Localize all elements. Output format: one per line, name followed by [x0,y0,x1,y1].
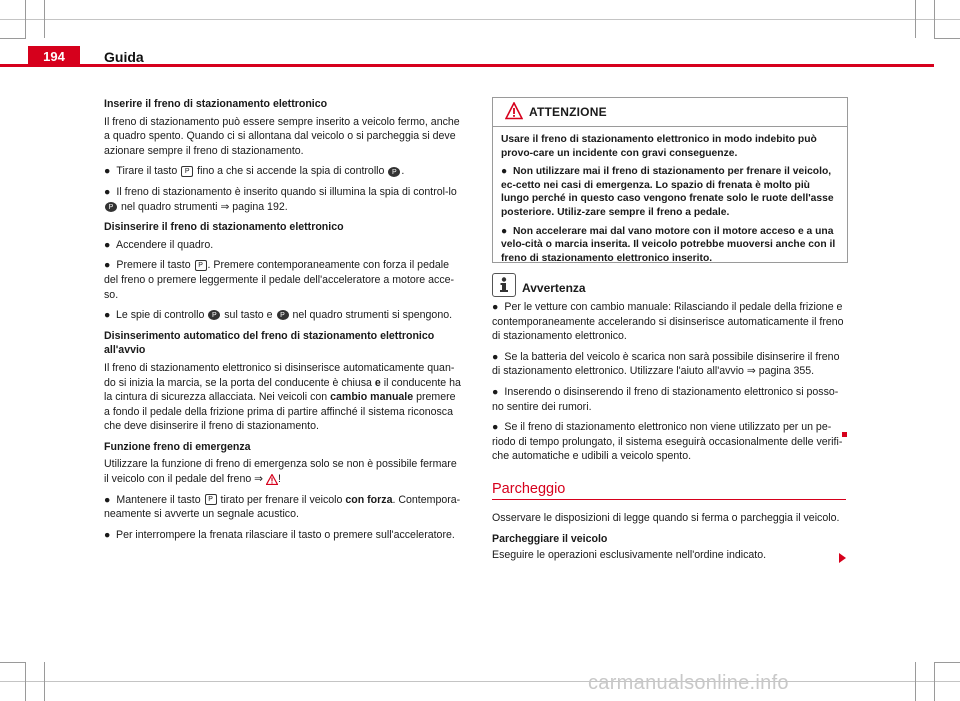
crop-mark [44,0,45,38]
crop-mark [0,662,26,663]
crop-mark [934,0,935,38]
attention-box [492,97,848,263]
paragraph: Utilizzare la funzione di freno di emergenza solo se non è possibile fermare il veicolo con il pedale del freno ⇒ ! [104,458,457,486]
bullet: ● [104,185,111,198]
bullet: ● [492,421,499,434]
note-title: Avvertenza [522,281,586,295]
crop-mark [44,662,45,701]
continue-arrow-icon [839,553,846,563]
crop-mark [25,662,26,701]
paragraph: Eseguire le operazioni esclusivamente nell'ordine indicato. [492,549,767,562]
crop-mark [0,19,960,20]
attention-item: ● Non utilizzare mai il freno di stazionamento per frenare il veicolo, ec-cetto nei casi di emergenza. Lo spazio di frenata è molto più lungo perché in questo caso vengono frenate solo le ruote dell'asse posteriore. Utiliz-zare sempre il freno a pedale. [501,166,834,218]
paragraph: Il freno di stazionamento elettronico si disinserisce automaticamente quan-do si inizia la marcia, se la porta del conducente è chiusa e il conducente ha la cintura di sicurezza allacciata. Nei veicoli con cambio manuale premere a fondo il pedale della frizione prima di partire affinché il sistema riconosca che deve disinserire il freno di stazionamento. [104,361,461,433]
list-item: ● Se la batteria del veicolo è scarica non sarà possibile disinserire il freno di stazionamento elettronico. Utilizzare l'aiuto all'avvio ⇒ pagina 355. [492,350,840,378]
section-heading: Funzione freno di emergenza [104,440,251,453]
list-item: ● Accendere il quadro. [104,238,214,251]
left-column [104,97,464,548]
list-item: ● Per interrompere la frenata rilasciare il tasto o premere sull'acceleratore. [104,528,455,541]
bullet: ● [492,350,499,363]
bullet: ● [492,301,499,313]
section-heading: Disinserimento automatico del freno di stazionamento elettronico all'avvio [104,329,435,357]
sub-heading: Parcheggiare il veicolo [492,532,608,545]
list-item: ● Mantenere il tasto P tirato per frenare il veicolo con forza. Contempora-neamente si avverte un segnale acustico. [104,493,461,521]
chapter-title: Guida [104,49,144,65]
crop-mark [0,681,960,682]
bullet: ● [104,165,111,178]
parking-brake-key-icon: P [181,166,193,177]
bullet: ● [104,528,111,541]
bullet: ● [501,166,508,178]
crop-mark [934,662,935,701]
note-list [492,300,848,470]
crop-mark [915,0,916,38]
bullet: ● [104,238,111,251]
section-end-marker [842,432,847,437]
attention-item: ● Non accelerare mai dal vano motore con il motore acceso e a una velo-cità o marcia inserita. Il veicolo potrebbe muoversi anche con il freno di stazionamento elettronico inserito. [501,225,836,264]
parking-text [492,511,848,569]
parking-brake-lamp-icon: P [277,310,289,320]
note-icon [492,273,516,297]
warning-icon [505,102,523,120]
crop-mark [0,38,26,39]
list-item: ● Inserendo o disinserendo il freno di stazionamento elettronico si posso-no sentire dei rumori. [492,385,839,413]
section-heading: Inserire il freno di stazionamento elettronico [104,98,328,110]
paragraph: Osservare le disposizioni di legge quando si ferma o parcheggia il veicolo. [492,512,840,524]
parking-brake-lamp-icon: P [105,202,117,212]
attention-header [493,98,847,127]
section-rule [492,499,846,500]
parking-brake-key-icon: P [195,260,207,271]
bullet: ● [104,309,111,322]
paragraph: Il freno di stazionamento può essere sempre inserito a veicolo fermo, anche a quadro spento. Quando ci si allontana dal veicolo o si parcheggia si deve azionare sempre il freno di stazionamento. [104,115,460,157]
attention-body [493,127,847,265]
bullet: ● [104,493,111,506]
list-item: ● Premere il tasto P . Premere contemporaneamente con forza il pedale del freno o premere leggermente il pedale dell'acceleratore a motore acce-so. [104,259,455,301]
watermark: carmanualsonline.info [588,672,789,694]
bullet: ● [501,225,508,237]
list-item: ● Il freno di stazionamento è inserito quando si illumina la spia di control-lo P nel quadro strumenti ⇒ pagina 192. [104,185,457,213]
list-item: ● Se il freno di stazionamento elettronico non viene utilizzato per un pe-riodo di tempo prolungato, il sistema eseguirà occasionalmente delle verifi-che automatiche e udibili a veicolo spento. [492,421,843,463]
crop-mark [934,38,960,39]
crop-mark [915,662,916,701]
list-item: ● Per le vetture con cambio manuale: Rilasciando il pedale della frizione e contemporaneamente accelerando si disinserisce automaticamente il freno di stazionamento elettronico. [492,301,844,343]
crop-mark [934,662,960,663]
list-item: ● Le spie di controllo P sul tasto e P nel quadro strumenti si spengono. [104,309,453,322]
bullet: ● [104,259,111,272]
attention-title: ATTENZIONE [529,105,607,119]
section-title: Parcheggio [492,481,566,497]
parking-brake-key-icon: P [205,494,217,505]
bullet: ● [492,385,499,398]
attention-text: Usare il freno di stazionamento elettronico in modo indebito può provo-care un incidente con gravi conseguenze. [501,134,817,159]
parking-brake-lamp-icon: P [208,310,220,320]
section-heading: Disinserire il freno di stazionamento elettronico [104,221,344,234]
parking-brake-lamp-icon: P [388,167,400,177]
crop-mark [25,0,26,38]
list-item: ● Tirare il tasto P fino a che si accende la spia di controllo P . [104,165,405,178]
warning-triangle-icon [266,474,278,485]
page-number: 194 [28,46,80,67]
